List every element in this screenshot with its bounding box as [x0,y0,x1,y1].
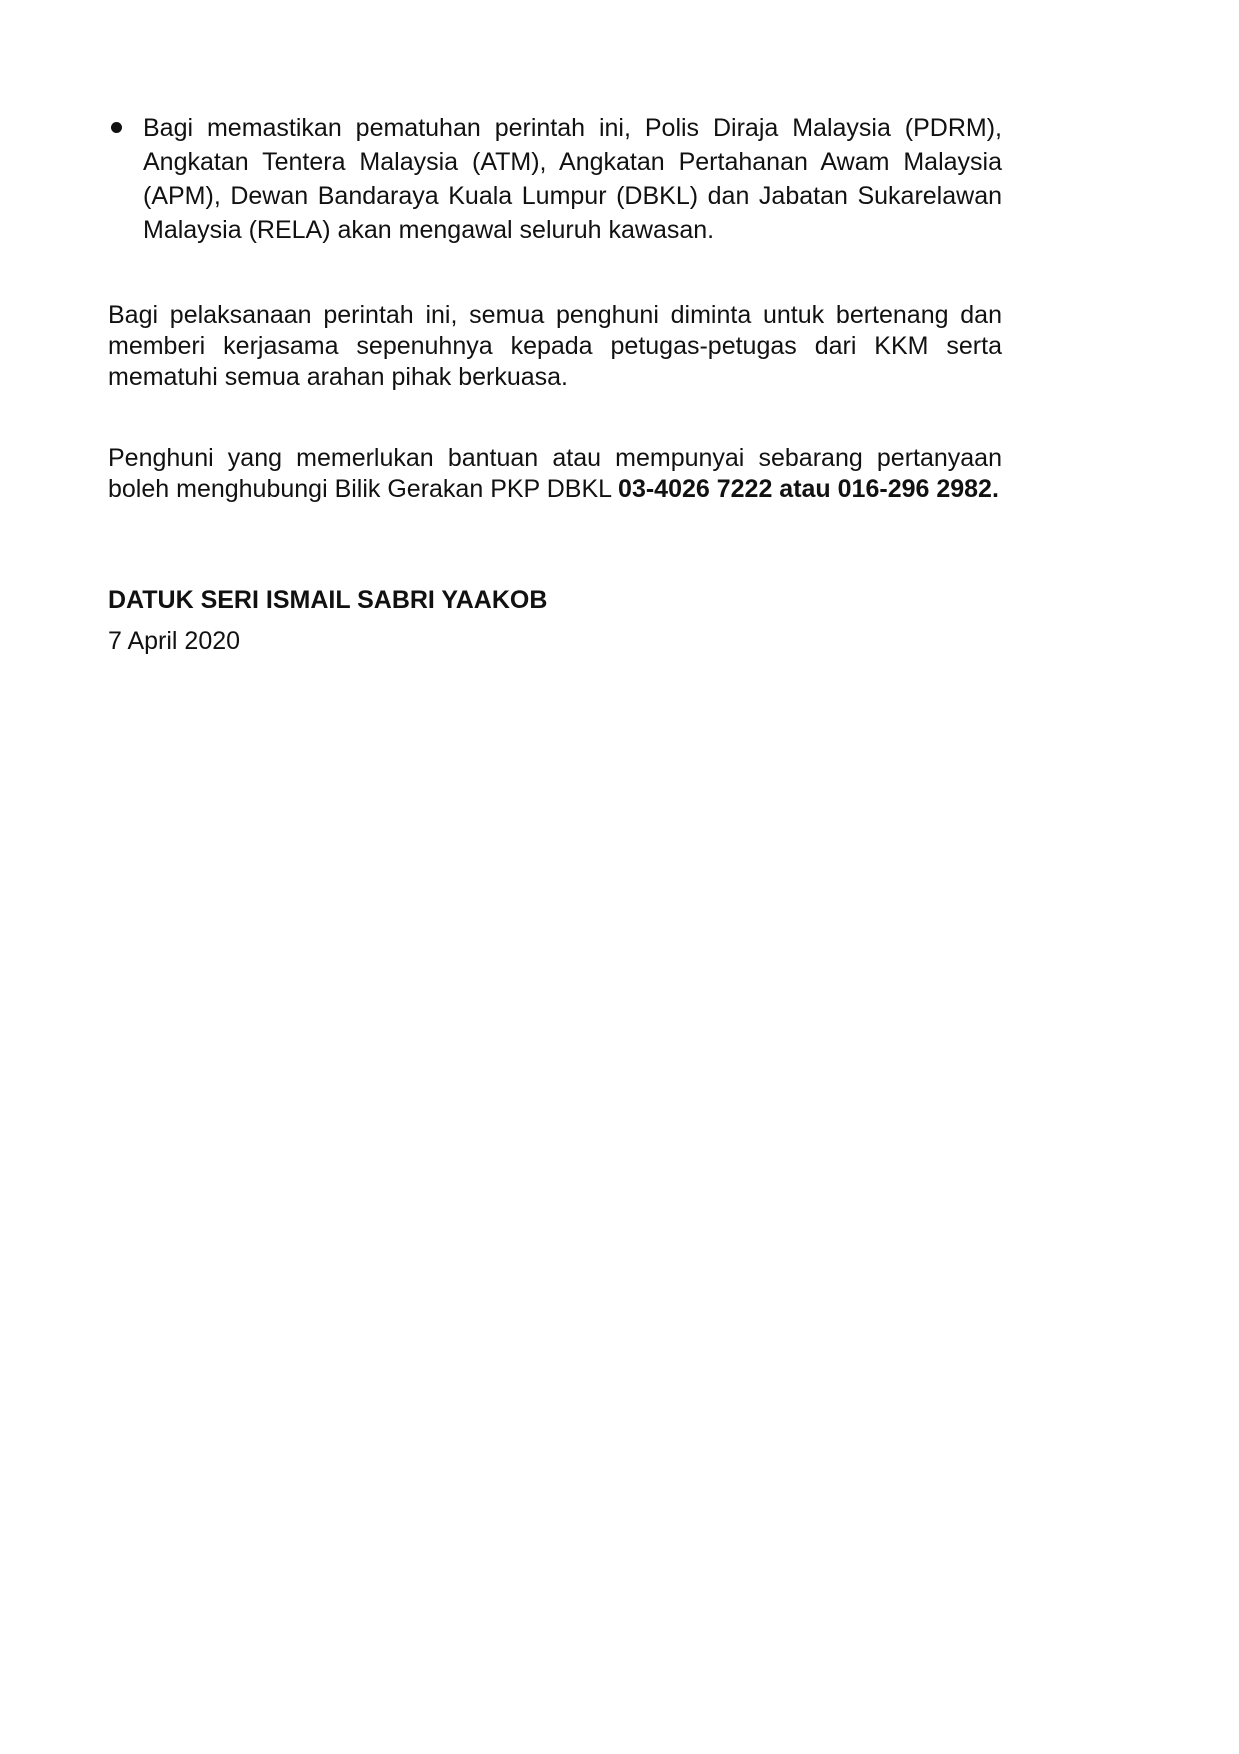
statement-date: 7 April 2020 [108,627,241,655]
paragraph-cooperation: Bagi pelaksanaan perintah ini, semua penghuni diminta untuk bertenang dan memberi kerjasama sepenuhnya kepada petugas-petugas dari KKM serta mematuhi semua arahan pihak berkuasa. [108,301,1002,391]
paragraph-contact [108,443,1002,505]
contact-numbers: 03-4026 7222 atau 016-296 2982. [618,475,999,503]
signatory-name: DATUK SERI ISMAIL SABRI YAAKOB [108,586,548,614]
bullet-item [108,111,1002,247]
bullet-point-icon [111,122,122,133]
contact-intro-text: Penghuni yang memerlukan bantuan atau mempunyai sebarang pertanyaan boleh menghubungi Bilik Gerakan PKP DBKL [108,444,1002,503]
bullet-item-text: Bagi memastikan pematuhan perintah ini, Polis Diraja Malaysia (PDRM), Angkatan Tentera Malaysia (ATM), Angkatan Pertahanan Awam Malaysia (APM), Dewan Bandaraya Kuala Lumpur (DBKL) dan Jabatan Sukarelawan Malaysia (RELA) akan mengawal seluruh kawasan. [143,114,1002,244]
